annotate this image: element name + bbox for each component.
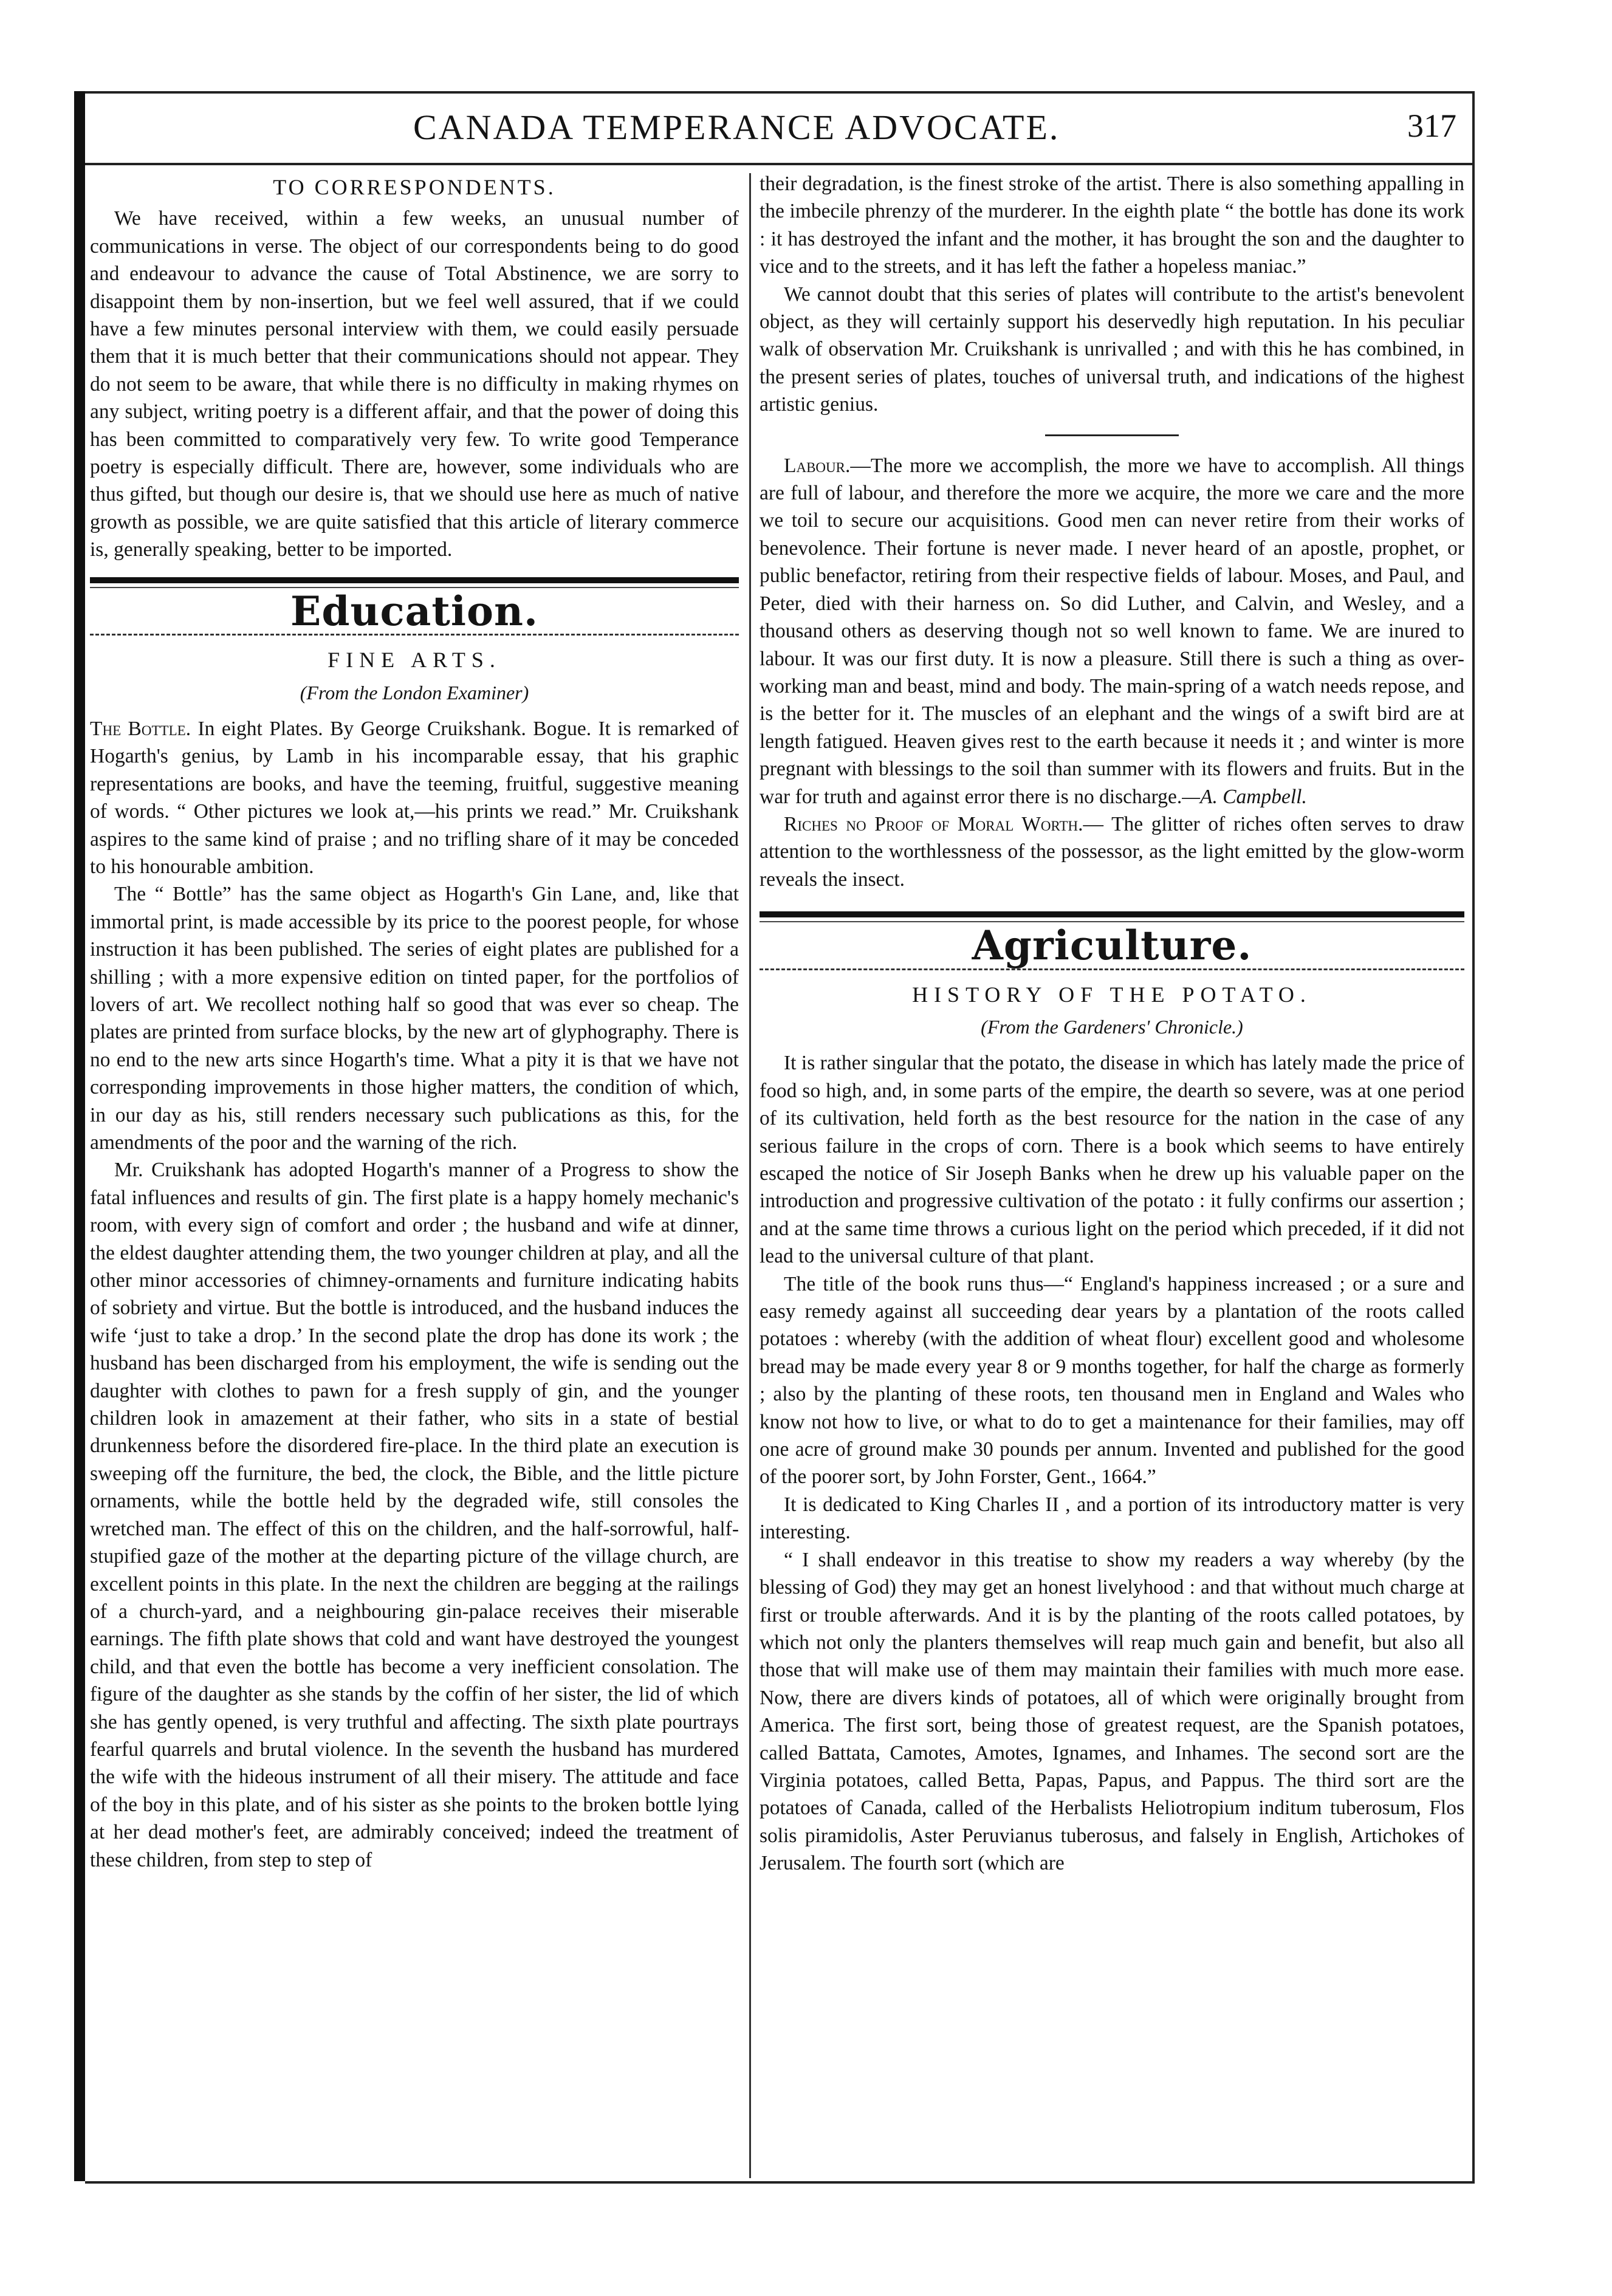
bottom-rule	[85, 2181, 1475, 2184]
correspondents-heading: TO CORRESPONDENTS.	[273, 175, 556, 199]
riches-paragraph	[760, 810, 1464, 893]
department-heading-agriculture: Agriculture.	[972, 922, 1252, 970]
fine-arts-continuation: their degradation, is the finest stroke of the artist. There is also something appalling in the imbecile phrenzy of the murderer. In the eighth plate “ the bottle has done its work : it has destroyed the infant and the mother, it has brought the son and the daughter to vice and to the streets, and it has left the father a hopeless maniac.”	[760, 173, 1464, 278]
left-margin-bar	[74, 91, 85, 2181]
right-border-rule	[1472, 91, 1475, 2181]
potato-paragraph-4: “ I shall endeavor in this treatise to show my readers a way whereby (by the blessing of God) they may get an honest livelyhood : and that without much charge at first or trouble afterwards. And it is by the planting of the roots called potatoes, by which not only the planters themselves will reap much gain and benefit, but also all those that will make use of them may maintain their families with much more ease. Now, there are divers kinds of potatoes, all of which were originally brought from America. The first sort, being those of greatest request, are the Spanish potatoes, called Battata, Camotes, Amotes, Ignames, and Inhames. The second sort are the Virginia potatoes, called Betta, Papas, Papus, and Pappus. The third sort are the potatoes of Canada, called of the Herbalists Heliotropium inditum tuberosum, Flos solis piramidolis, Aster Peruvianus tuberosus, and falsely in English, Artichokes of Jerusalem. The fourth sort (which are	[760, 1548, 1464, 1875]
right-column	[760, 170, 1464, 1877]
publication-title: CANADA TEMPERANCE ADVOCATE.	[413, 108, 1060, 147]
labour-paragraph	[760, 452, 1464, 810]
potato-heading: HISTORY OF THE POTATO.	[912, 982, 1312, 1007]
left-column	[90, 170, 739, 1874]
page-number: 317	[1407, 108, 1456, 144]
fine-arts-lead: The Bottle.	[90, 717, 191, 740]
fine-arts-paragraph-1	[90, 715, 739, 880]
potato-paragraph-2: The title of the book runs thus—“ England's happiness increased ; or a sure and easy remedy against all succeeding dear years by a plantation of the roots called potatoes : whereby (with the addition of wheat flour) excellent good and wholesome bread may be made every year 8 or 9 months together, for half the charge as formerly ; also by the planting of these roots, ten thousand men in England and Wales who know not how to live, or what to do to get a maintenance for their families, may off one acre of ground make 30 pounds per annum. Invented and published for the good of the poorer sort, by John Forster, Gent., 1664.”	[760, 1272, 1464, 1489]
potato-paragraph-1: It is rather singular that the potato, the disease in which has lately made the price of food so high, and, in some parts of the empire, the dearth so severe, was at one period of its cultivation, held forth as the best resource for the nation in the case of any serious failure in the crops of corn. There is a book which seems to have entirely escaped the notice of Sir Joseph Banks when he drew up his valuable paper on the introduction and progressive cultivation of the potato : it fully confirms our assertion ; and at the same time throws a curious light on the period which preceded, if it did not lead to the universal culture of that plant.	[760, 1052, 1464, 1268]
labour-lead: Labour.	[784, 454, 851, 477]
section-divider-heavy	[90, 577, 739, 583]
fine-arts-conclusion: We cannot doubt that this series of plates will contribute to the artist's benevolent object, as they will certainly support his deservedly high reputation. In his peculiar walk of observation Mr. Cruikshank is unrivalled ; and with this he has combined, in the present series of plates, touches of universal truth, and indications of the highest artistic genius.	[760, 283, 1464, 416]
fine-arts-paragraph-2: The “ Bottle” has the same object as Hogarth's Gin Lane, and, like that immortal print, is made accessible by its price to the poorest people, for whose instruction it has been published. The series of eight plates are published for a shilling ; with a more expensive edition on tinted paper, for the portfolios of lovers of art. We recollect nothing half so good that was ever so cheap. The plates are printed from surface blocks, by the new art of glyphography. There is no end to the new arts since Hogarth's time. What a pity it is that we have not corresponding improvements in those higher matters, the condition of which, in our day as his, still renders necessary such publications as this, for the amendments of the poor and the warning of the rich.	[90, 883, 739, 1154]
page-header	[85, 102, 1475, 157]
column-separator	[749, 173, 751, 2178]
department-heading-education: Education.	[290, 587, 538, 635]
labour-signature: —A. Campbell.	[1182, 785, 1307, 808]
short-divider	[1045, 434, 1179, 436]
section-divider-heavy-2	[760, 911, 1464, 917]
fine-arts-paragraph-3: Mr. Cruikshank has adopted Hogarth's manner of a Progress to show the fatal influences and results of gin. The first plate is a happy homely mechanic's room, with every sign of comfort and order ; the husband and wife at dinner, the eldest daughter attending them, the two younger children at play, and all the other minor accessories of chimney-ornaments and furniture indicating habits of sobriety and virtue. But the bottle is introduced, and the husband induces the wife ‘just to take a drop.’ In the second plate the drop has done its work ; the husband has been discharged from his employment, the wife is sending out the daughter with clothes to pawn for a fresh supply of gin, and the younger children look in amazement at their father, who sits in a state of bestial drunkenness before the disordered fire-place. In the third plate an execution is sweeping off the furniture, the bed, the clock, the Bible, and the little picture ornaments, while the bottle held by the degraded wife, still consoles the wretched man. The effect of this on the children, and the half-sorrowful, half-stupified gaze of the mother at the departing picture of the village church, are excellent points in this plate. In the next the children are begging at the railings of a church-yard, and a neighbouring gin-palace receives their miserable earnings. The fifth plate shows that cold and want have destroyed the youngest child, and that even the bottle has become a very inefficient consolation. The figure of the daughter as she stands by the coffin of her sister, the lid of which she has gently opened, is very truthful and affecting. The sixth plate pourtrays fearful quarrels and brutal violence. In the seventh the husband has murdered the wife with the hideous instrument of all their misery. The attitude and face of the boy in this plate, and of his sister as she points to the broken bottle lying at her dead mother's feet, are admirably conceived; indeed the treatment of these children, from step to step of	[90, 1159, 739, 1871]
fine-arts-source: (From the London Examiner)	[300, 681, 529, 704]
labour-text: —The more we accomplish, the more we have to accomplish. All things are full of labour, and therefore the more we acquire, the more we care and the more we toil to secure our acquisitions. Good men can never retire from their works of benevolence. Their fortune is never made. I never heard of an apostle, prophet, or public benefactor, retiring from their respective fields of labour. Moses, and Paul, and Peter, died with their harness on. So did Luther, and Calvin, and Wesley, and a thousand others as deserving though not so well known to fame. We are inured to labour. It was our first duty. It is now a pleasure. Still there is such a thing as over-working man and beast, mind and body. The main-spring of a watch needs repose, and is the better for it. The muscles of an elephant and the wings of a swift bird are at length fatigued. Heaven gives rest to the earth because it needs it ; and winter is more pregnant with blessings to the soil than summer with its flowers and fruits. But in the war for truth and against error there is no discharge.	[760, 454, 1464, 808]
correspondents-body: We have received, within a few weeks, an unusual number of communications in verse. The object of our correspondents being to do good and endeavour to advance the cause of Total Abstinence, we are sorry to disappoint them by non-insertion, but we feel well assured, that if we could have a few minutes personal interview with them, we could easily persuade them that it is much better that their communications should not appear. They do not seem to be aware, that while there is no difficulty in making rhymes on any subject, writing poetry is a different affair, and that the power of doing this has been committed to comparatively very few. To write good Temperance poetry is especially difficult. There are, however, some individuals who are thus gifted, but though our desire is, that we should use here as much of native growth as possible, we are quite satisfied that this article of literary commerce is, generally speaking, better to be imported.	[90, 207, 739, 561]
fine-arts-p1-text: In eight Plates. By George Cruikshank. Bogue. It is remarked of Hogarth's genius, by Lamb in his incomparable essay, that his graphic representations are books, and have the teeming, fruitful, suggestive meaning of words. “ Other pictures we look at,—his prints we read.” Mr. Cruikshank aspires to the same kind of praise ; and no trifling share of it may be conceded to his honourable ambition.	[90, 717, 739, 878]
top-rule	[85, 91, 1475, 94]
potato-paragraph-3: It is dedicated to King Charles II , and a portion of its introductory matter is very interesting.	[760, 1493, 1464, 1544]
header-rule	[85, 163, 1475, 165]
fine-arts-heading: FINE ARTS.	[328, 648, 501, 673]
potato-source: (From the Gardeners' Chronicle.)	[981, 1015, 1243, 1038]
riches-lead: Riches no Proof of Moral Worth.	[784, 812, 1083, 835]
riches-text: — The glitter of riches often serves to draw attention to the worthlessness of the possessor, as the light emitted by the glow-worm reveals the insect.	[760, 812, 1464, 891]
